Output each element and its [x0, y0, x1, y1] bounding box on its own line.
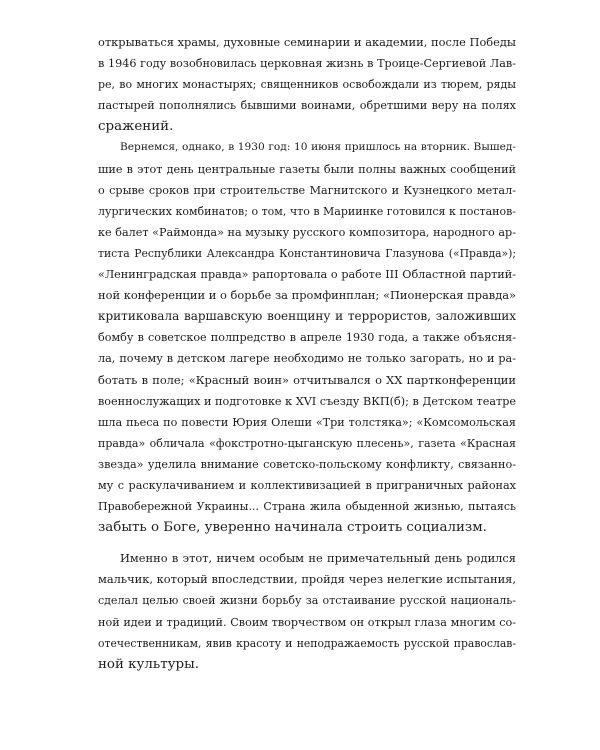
text-line: о срыве сроков при строительстве Магнитского и Кузнецкого метал-: [98, 183, 516, 197]
paragraph-spacer: [98, 538, 516, 548]
text-line: отечественникам, явив красоту и неподражаемость русской православ-: [98, 636, 516, 650]
text-line: мальчик, который впоследствии, пройдя через нелегкие испытания,: [98, 572, 516, 587]
text-line: критиковала варшавскую военщину и террористов, заложивших: [98, 309, 516, 324]
text-line: в 1946 году возобновилась церковная жизнь в Троице-Сергиевой Лав-: [98, 57, 516, 71]
text-line: сражений.: [98, 119, 174, 135]
text-line: ке балет «Раймонда» на музыку русского композитора, народного ар-: [98, 225, 516, 239]
text-line: ной конференции и о борьбе за промфинплан; «Пионерская правда»: [98, 288, 516, 303]
text-line: правда» обличала «фокстротно-цыганскую плесень», газета «Красная: [98, 436, 516, 450]
text-line: забыть о Боге, уверенно начинала строить социализм.: [98, 520, 487, 536]
text-line: шла пьеса по повести Юрия Олеши «Три толстяка»; «Комсомольская: [98, 415, 516, 429]
text-line: ной культуры.: [98, 656, 199, 672]
text-line: пастырей пополнялись бывшими воинами, обретшими веру на полях: [98, 99, 516, 113]
paragraph: [98, 137, 516, 538]
text-line: лургических комбинатов; о том, что в Мариинке готовился к постанов-: [98, 204, 516, 218]
text-line: бомбу в советское полпредство в апреле 1930 года, а также объясня-: [98, 331, 516, 345]
text-line: Вернемся, однако, в 1930 год: 10 июня пришлось на вторник. Вышед-: [120, 141, 516, 154]
text-line: сделал целью своей жизни борьбу за отстаивание русской националь-: [98, 594, 516, 608]
text-line: ла, почему в детском лагере необходимо не только загорать, но и ра-: [98, 352, 516, 366]
text-line: ре, во многих монастырях; священников освобождали из тюрем, ряды: [98, 78, 516, 92]
text-line: шие в этот день центральные газеты были полны важных сообщений: [98, 162, 516, 176]
text-line: звезда» уделила внимание советско-польскому конфликту, связанно-: [98, 457, 516, 471]
text-line: Именно в этот, ничем особым не примечательный день родился: [120, 551, 516, 566]
text-line: тиста Республики Александра Константиновича Глазунова («Правда»);: [98, 246, 516, 260]
text-line: ной идеи и традиций. Своим творчеством он открыл глаза многим со-: [98, 615, 516, 629]
text-line: открываться храмы, духовные семинарии и академии, после Победы: [98, 35, 516, 49]
text-line: военнослужащих и подготовке к XVI съезду ВКП(б); в Детском театре: [98, 394, 516, 408]
text-line: «Ленинградская правда» рапортовала о работе III Областной партий-: [98, 268, 516, 282]
body-text: [98, 32, 516, 675]
paragraph: [98, 548, 516, 675]
paragraph: [98, 32, 516, 137]
text-line: ботать в поле; «Красный воин» отчитывался о XX партконференции: [98, 372, 516, 387]
text-line: Правобережной Украины... Страна жила обыденной жизнью, пытаясь: [98, 500, 516, 514]
text-line: му с раскулачиванием и коллективизацией в приграничных районах: [98, 478, 516, 492]
